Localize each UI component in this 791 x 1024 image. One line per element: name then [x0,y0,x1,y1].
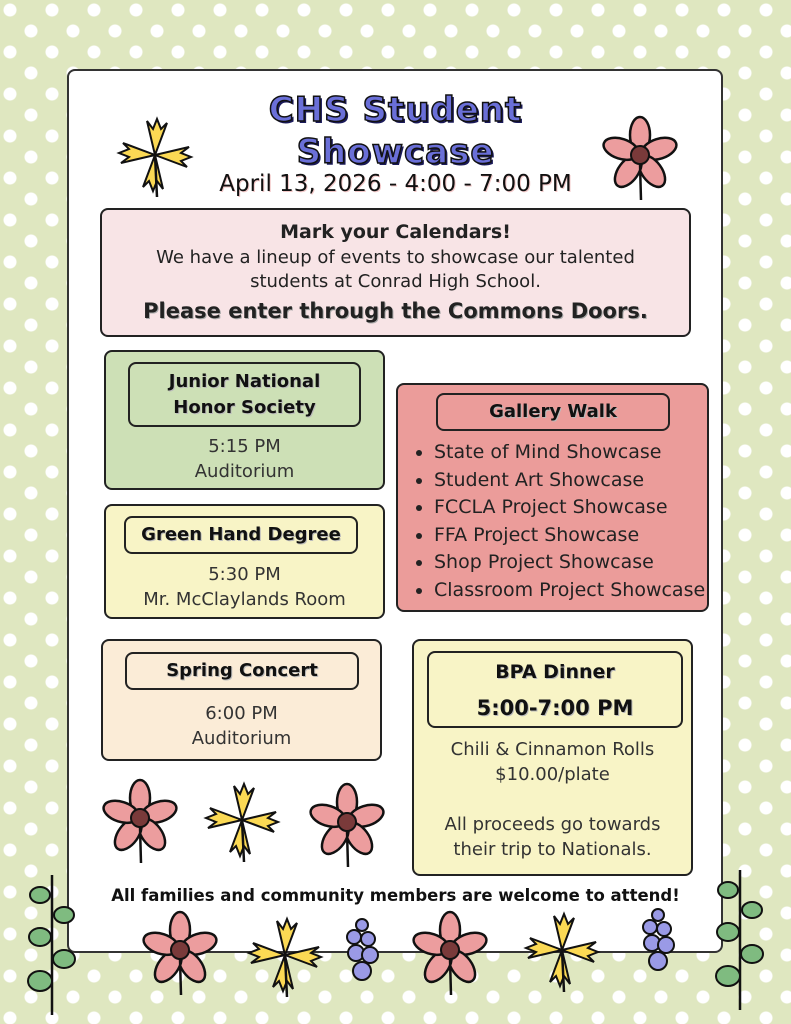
gallery-walk-title: Gallery Walk [436,393,670,431]
pink-flower-icon [640,155,641,156]
yellow-flower-icon [562,950,563,951]
bpa-note-line-2: their trip to Nationals. [453,839,652,860]
gallery-item: • FFA Project Showcase [434,522,705,550]
jnhs-box [104,350,385,490]
pink-flower-icon [347,822,348,823]
entry-note: Please enter through the Commons Doors. [143,299,648,323]
event-date-time: April 13, 2026 - 4:00 - 7:00 PM [219,171,572,197]
green-hand-location: Mr. McClaylands Room [143,589,346,610]
yellow-flower-icon [155,155,156,156]
intro-body-line-2: students at Conrad High School. [250,271,541,292]
spring-concert-title: Spring Concert [125,652,359,690]
yellow-flower-icon [242,820,243,821]
bpa-dinner-box [412,639,693,876]
jnhs-time: 5:15 PM [208,436,281,457]
blue-flower-icon [658,915,659,916]
intro-box [100,208,691,337]
green-hand-box [104,504,385,619]
bpa-note-line-1: All proceeds go towards [444,814,661,835]
bpa-menu: Chili & Cinnamon Rolls [450,739,655,760]
intro-heading: Mark your Calendars! [280,221,511,243]
gallery-walk-list [398,439,705,604]
spring-concert-time: 6:00 PM [205,703,278,724]
pink-flower-icon [140,818,141,819]
bpa-dinner-title [427,651,683,728]
gallery-item: • Student Art Showcase [434,467,705,495]
bpa-price: $10.00/plate [495,764,610,785]
yellow-flower-icon [285,955,286,956]
gallery-item: • Classroom Project Showcase [434,577,705,605]
gallery-item: • State of Mind Showcase [434,439,705,467]
bpa-title: BPA Dinner [495,661,615,683]
leaf-stem-icon [52,875,53,876]
intro-body-line-1: We have a lineup of events to showcase our talented [156,247,635,268]
blue-flower-icon [362,925,363,926]
title-line-1: CHS Student [268,90,523,130]
title-line-2: Showcase [296,132,495,172]
leaf-stem-icon [740,870,741,871]
spring-concert-box [101,639,382,761]
bpa-time: 5:00-7:00 PM [476,696,634,720]
pink-flower-icon [450,950,451,951]
welcome-message: All families and community members are welcome to attend! [111,886,680,905]
jnhs-title-line-2: Honor Society [173,397,316,418]
spring-concert-location: Auditorium [191,728,292,749]
gallery-item: • FCCLA Project Showcase [434,494,705,522]
green-hand-time: 5:30 PM [208,564,281,585]
jnhs-title-line-1: Junior National [168,371,321,392]
gallery-item: • Shop Project Showcase [434,549,705,577]
green-hand-title: Green Hand Degree [124,516,358,554]
pink-flower-icon [180,950,181,951]
jnhs-title [128,362,361,427]
gallery-walk-box [396,383,709,612]
jnhs-location: Auditorium [194,461,295,482]
